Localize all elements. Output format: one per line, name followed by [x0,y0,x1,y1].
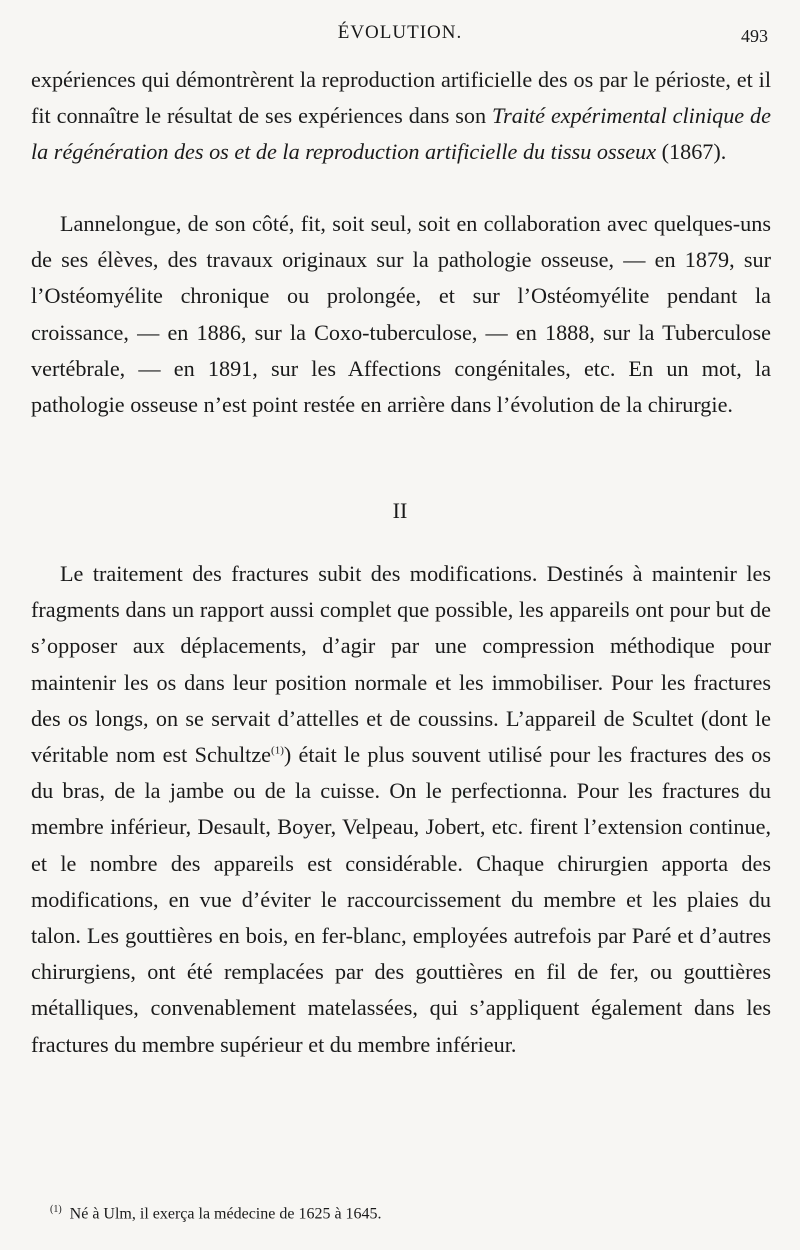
paragraph-lannelongue: Lannelongue, de son côté, fit, soit seul, soit en collaboration avec quelques-uns de ses élèves, des travaux originaux sur la pathologie osseuse, — en 1879, sur l’Ostéomyélite chronique ou prolongée, et sur l’Ostéomyélite pendant la croissance, — en 1886, sur la Coxo-tuberculose, — en 1888, sur la Tuberculose vertébrale, — en 1891, sur les Affections congénitales, etc. En un mot, la pathologie osseuse n’est point restée en arrière dans l’évolution de la chirurgie. [31,211,771,418]
paragraph-continuation [31,62,771,171]
paragraph-text: (1867). [656,139,727,165]
running-title: ÉVOLUTION. [337,22,463,43]
footnote-mark: (1) [50,1204,62,1215]
footnote-reference[interactable]: (1) [271,744,284,757]
footnote-text: Né à Ulm, il exerça la médecine de 1625 à 1645. [69,1205,382,1223]
paragraph-text: expériences qui démontrèrent la reproduction artificielle des os par le périoste, et il fit connaître le résultat de ses expériences dans son [31,67,771,129]
paragraph-fractures [31,556,771,1063]
paragraph-text: ) était le plus souvent utilisé pour les fractures des os du bras, de la jambe ou de la cuisse. On le perfectionna. Pour les fractures du membre inférieur, Desault, Boyer, Velpeau, Jobert, etc. firent l’extension continue, et le nombre des appareils est considérable. Chaque chirurgien apporta des modifications, en vue d’éviter le raccourcissement du membre et les plaies du talon. Les gouttières en bois, en fer-blanc, employées autrefois par Paré et d’autres chirurgiens, ont été remplacées par des gouttières en fil de fer, ou gouttières métalliques, convenablement matelassées, qui s’appliquent également dans les fractures du membre supérieur et du membre inférieur. [31,742,771,1057]
paragraph-text: Le traitement des fractures subit des modifications. Destinés à maintenir les fragments dans un rapport aussi complet que possible, les appareils ont pour but de s’opposer aux déplacements, d’agir par une compression méthodique pour maintenir les os dans leur position normale et les immobiliser. Pour les fractures des os longs, on se servait d’attelles et de coussins. L’appareil de Scultet (dont le véritable nom est Schultze [31,561,771,768]
book-title: Traité expérimental clinique de la régénération des os et de la reproduction artificielle du tissu osseux [31,103,771,165]
footnote [50,1200,770,1224]
page-number: 493 [741,26,768,46]
running-head [0,22,800,52]
section-heading: II [392,498,408,523]
